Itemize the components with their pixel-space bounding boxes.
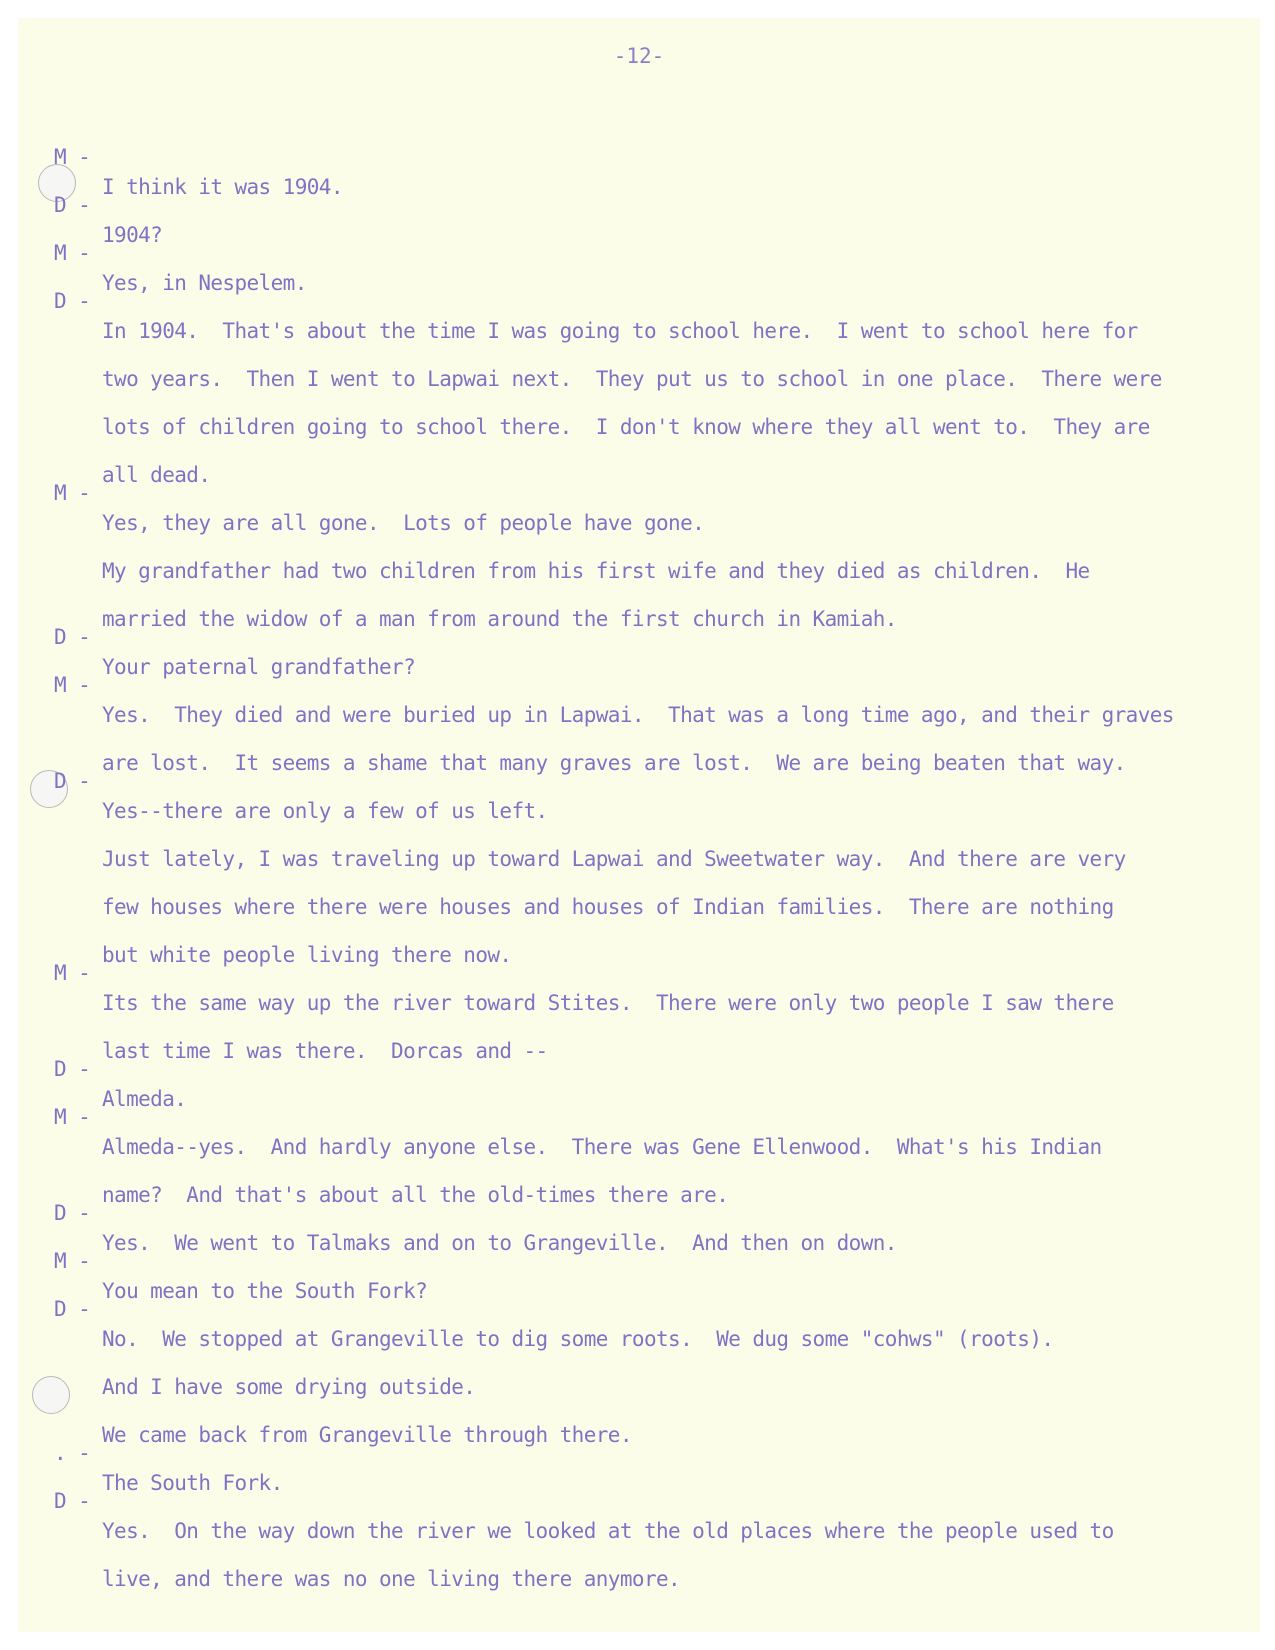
transcript-line [54,880,512,967]
line-text: Your paternal grandfather? [102,655,416,679]
speaker-label: D - [54,1057,91,1081]
speaker-label: . - [54,1441,91,1465]
page-number: -12- [613,44,665,68]
line-text: We came back from Grangeville through there. [102,1423,632,1447]
line-text: Yes. They died and were buried up in Lapwai. That was a long time ago, and their graves [102,703,1174,727]
line-text: You mean to the South Fork? [102,1279,428,1303]
line-text: Yes. On the way down the river we looked at the old places where the people used to [102,1519,1114,1543]
line-text: but white people living there now. [102,943,512,967]
transcript-line [54,592,416,679]
line-text: married the widow of a man from around the first church in Kamiah. [102,607,897,631]
speaker-label: M - [54,241,91,265]
speaker-label: D - [54,1201,91,1225]
line-text: Yes. We went to Talmaks and on to Grangeville. And then on down. [102,1231,897,1255]
line-text: 1904? [102,223,163,247]
line-text: two years. Then I went to Lapwai next. They put us to school in one place. There were [102,367,1162,391]
line-text: last time I was there. Dorcas and -- [102,1039,548,1063]
transcript-line [54,1024,187,1111]
line-text: Its the same way up the river toward Stites. There were only two people I saw there [102,991,1114,1015]
transcript-line [54,976,548,1063]
line-text: Almeda. [102,1087,187,1111]
transcript-line [54,160,163,247]
line-text: Yes--there are only a few of us left. [102,799,548,823]
transcript-line [54,1216,428,1303]
speaker-label: D - [54,193,91,217]
transcript-line [54,112,343,199]
line-text: Yes, in Nespelem. [102,271,307,295]
transcript-line [54,1072,1102,1159]
speaker-label: D - [54,625,91,649]
line-text: all dead. [102,463,211,487]
line-text: Just lately, I was traveling up toward Lapwai and Sweetwater way. And there are very [102,847,1126,871]
speaker-label: D - [54,1297,91,1321]
line-text: Yes, they are all gone. Lots of people have gone. [102,511,705,535]
line-text: No. We stopped at Grangeville to dig some roots. We dug some "cohws" (roots). [102,1327,1054,1351]
speaker-label: M - [54,673,91,697]
line-text: lots of children going to school there. I don't know where they all went to. They are [102,415,1150,439]
line-text: live, and there was no one living there anymore. [102,1567,681,1591]
line-text: I think it was 1904. [102,175,343,199]
speaker-label: D - [54,1489,91,1513]
transcript-line [54,1408,283,1495]
transcript-line [54,1312,476,1399]
line-text: few houses where there were houses and houses of Indian families. There are nothing [102,895,1114,919]
speaker-label: M - [54,481,91,505]
document-page [18,18,1260,1632]
speaker-label: D - [54,769,91,793]
line-text: The South Fork. [102,1471,283,1495]
speaker-label: M - [54,145,91,169]
line-text: In 1904. That's about the time I was going to school here. I went to school here for [102,319,1138,343]
speaker-label: M - [54,1105,91,1129]
speaker-label: D - [54,289,91,313]
transcript-line [54,736,548,823]
line-text: My grandfather had two children from his first wife and they died as children. He [102,559,1090,583]
transcript-line [54,400,211,487]
line-text: And I have some drying outside. [102,1375,476,1399]
speaker-label: M - [54,1249,91,1273]
speaker-label: M - [54,961,91,985]
line-text: are lost. It seems a shame that many graves are lost. We are being beaten that way. [102,751,1126,775]
line-text: name? And that's about all the old-times there are. [102,1183,729,1207]
line-text: Almeda--yes. And hardly anyone else. There was Gene Ellenwood. What's his Indian [102,1135,1102,1159]
